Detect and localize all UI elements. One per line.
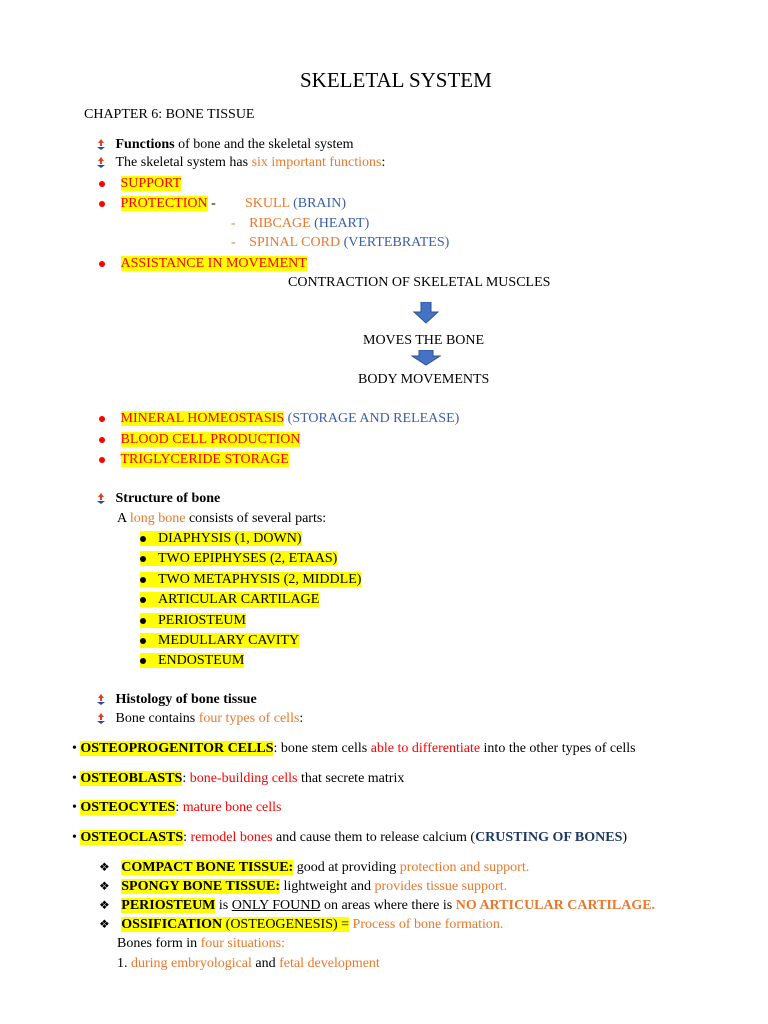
list-item: DIAPHYSIS (1, DOWN) bbox=[140, 530, 302, 547]
list-item: ENDOSTEUM bbox=[140, 652, 244, 669]
diamond-bullet-icon: ❖ bbox=[99, 917, 110, 931]
arrow-bullet-icon bbox=[96, 157, 106, 168]
tissue-periosteum: ❖ PERIOSTEUM is ONLY FOUND on areas where there is NO ARTICULAR CARTILAGE. bbox=[99, 898, 656, 913]
bones-form-intro: Bones form in four situations: bbox=[117, 936, 285, 951]
bullet-dot-icon bbox=[140, 597, 146, 603]
protection-spinal: - SPINAL CORD (VERTEBRATES) bbox=[231, 235, 450, 250]
bullet-dot-icon bbox=[140, 658, 146, 664]
list-item: TWO EPIPHYSES (2, ETAAS) bbox=[140, 550, 337, 567]
diamond-bullet-icon: ❖ bbox=[99, 898, 110, 912]
bullet-dot-icon bbox=[99, 201, 105, 207]
list-item: TWO METAPHYSIS (2, MIDDLE) bbox=[140, 571, 361, 588]
list-item: MEDULLARY CAVITY bbox=[140, 632, 299, 649]
arrow-bullet-icon bbox=[96, 139, 106, 150]
down-arrow-icon bbox=[411, 350, 441, 366]
bullet-dot-icon bbox=[140, 556, 146, 562]
function-item-mineral: MINERAL HOMEOSTASIS (STORAGE AND RELEASE) bbox=[99, 410, 459, 427]
functions-intro: The skeletal system has six important functions: bbox=[96, 154, 385, 171]
flow-step-contraction: CONTRACTION OF SKELETAL MUSCLES bbox=[288, 275, 551, 290]
diamond-bullet-icon: ❖ bbox=[99, 879, 110, 893]
flow-step-body: BODY MOVEMENTS bbox=[358, 372, 490, 387]
cell-type-osteoclasts: • OSTEOCLASTS: remodel bones and cause them to release calcium (CRUSTING OF BONES) bbox=[72, 830, 628, 845]
down-arrow-icon bbox=[413, 302, 439, 324]
arrow-bullet-icon bbox=[96, 493, 106, 504]
bullet-dot-icon bbox=[140, 638, 146, 644]
bullet-dot-icon bbox=[99, 416, 105, 422]
cell-type-osteoblasts: • OSTEOBLASTS: bone-building cells that secrete matrix bbox=[72, 771, 405, 786]
function-item-support: SUPPORT bbox=[99, 175, 181, 192]
protection-skull: SKULL (BRAIN) bbox=[245, 196, 346, 211]
function-item-protection: PROTECTION - bbox=[99, 195, 216, 212]
function-item-blood: BLOOD CELL PRODUCTION bbox=[99, 431, 300, 448]
histology-intro: Bone contains four types of cells: bbox=[96, 710, 303, 727]
tissue-spongy: ❖ SPONGY BONE TISSUE: lightweight and provides tissue support. bbox=[99, 879, 508, 894]
structure-intro: A long bone consists of several parts: bbox=[117, 511, 327, 526]
diamond-bullet-icon: ❖ bbox=[99, 860, 110, 874]
bullet-dot-icon bbox=[140, 577, 146, 583]
histology-heading: Histology of bone tissue bbox=[96, 691, 257, 708]
bullet-dot-icon bbox=[99, 181, 105, 187]
cell-type-osteoprogenitor: • OSTEOPROGENITOR CELLS: bone stem cells able to differentiate into the other types of cells bbox=[72, 741, 636, 756]
tissue-ossification: ❖ OSSIFICATION (OSTEOGENESIS) = Process of bone formation. bbox=[99, 917, 504, 932]
flow-step-moves: MOVES THE BONE bbox=[363, 333, 485, 348]
arrow-bullet-icon bbox=[96, 694, 106, 705]
bullet-dot-icon bbox=[99, 261, 105, 267]
list-item: ARTICULAR CARTILAGE bbox=[140, 591, 319, 608]
protection-ribcage: - RIBCAGE (HEART) bbox=[231, 216, 370, 231]
function-item-movement: ASSISTANCE IN MOVEMENT bbox=[99, 255, 307, 272]
chapter-heading: CHAPTER 6: BONE TISSUE bbox=[84, 107, 255, 122]
functions-heading: Functions of bone and the skeletal system bbox=[96, 136, 353, 153]
arrow-bullet-icon bbox=[96, 713, 106, 724]
list-item: PERIOSTEUM bbox=[140, 612, 246, 629]
tissue-compact: ❖ COMPACT BONE TISSUE: good at providing protection and support. bbox=[99, 860, 530, 875]
bullet-dot-icon bbox=[99, 457, 105, 463]
situation-item-1: 1. during embryological and fetal development bbox=[117, 956, 380, 971]
cell-type-osteocytes: • OSTEOCYTES: mature bone cells bbox=[72, 800, 282, 815]
structure-heading: Structure of bone bbox=[96, 490, 220, 507]
bullet-dot-icon bbox=[140, 618, 146, 624]
function-item-trig: TRIGLYCERIDE STORAGE bbox=[99, 451, 289, 468]
page-title: SKELETAL SYSTEM bbox=[300, 68, 492, 92]
bullet-dot-icon bbox=[99, 437, 105, 443]
bullet-dot-icon bbox=[140, 536, 146, 542]
